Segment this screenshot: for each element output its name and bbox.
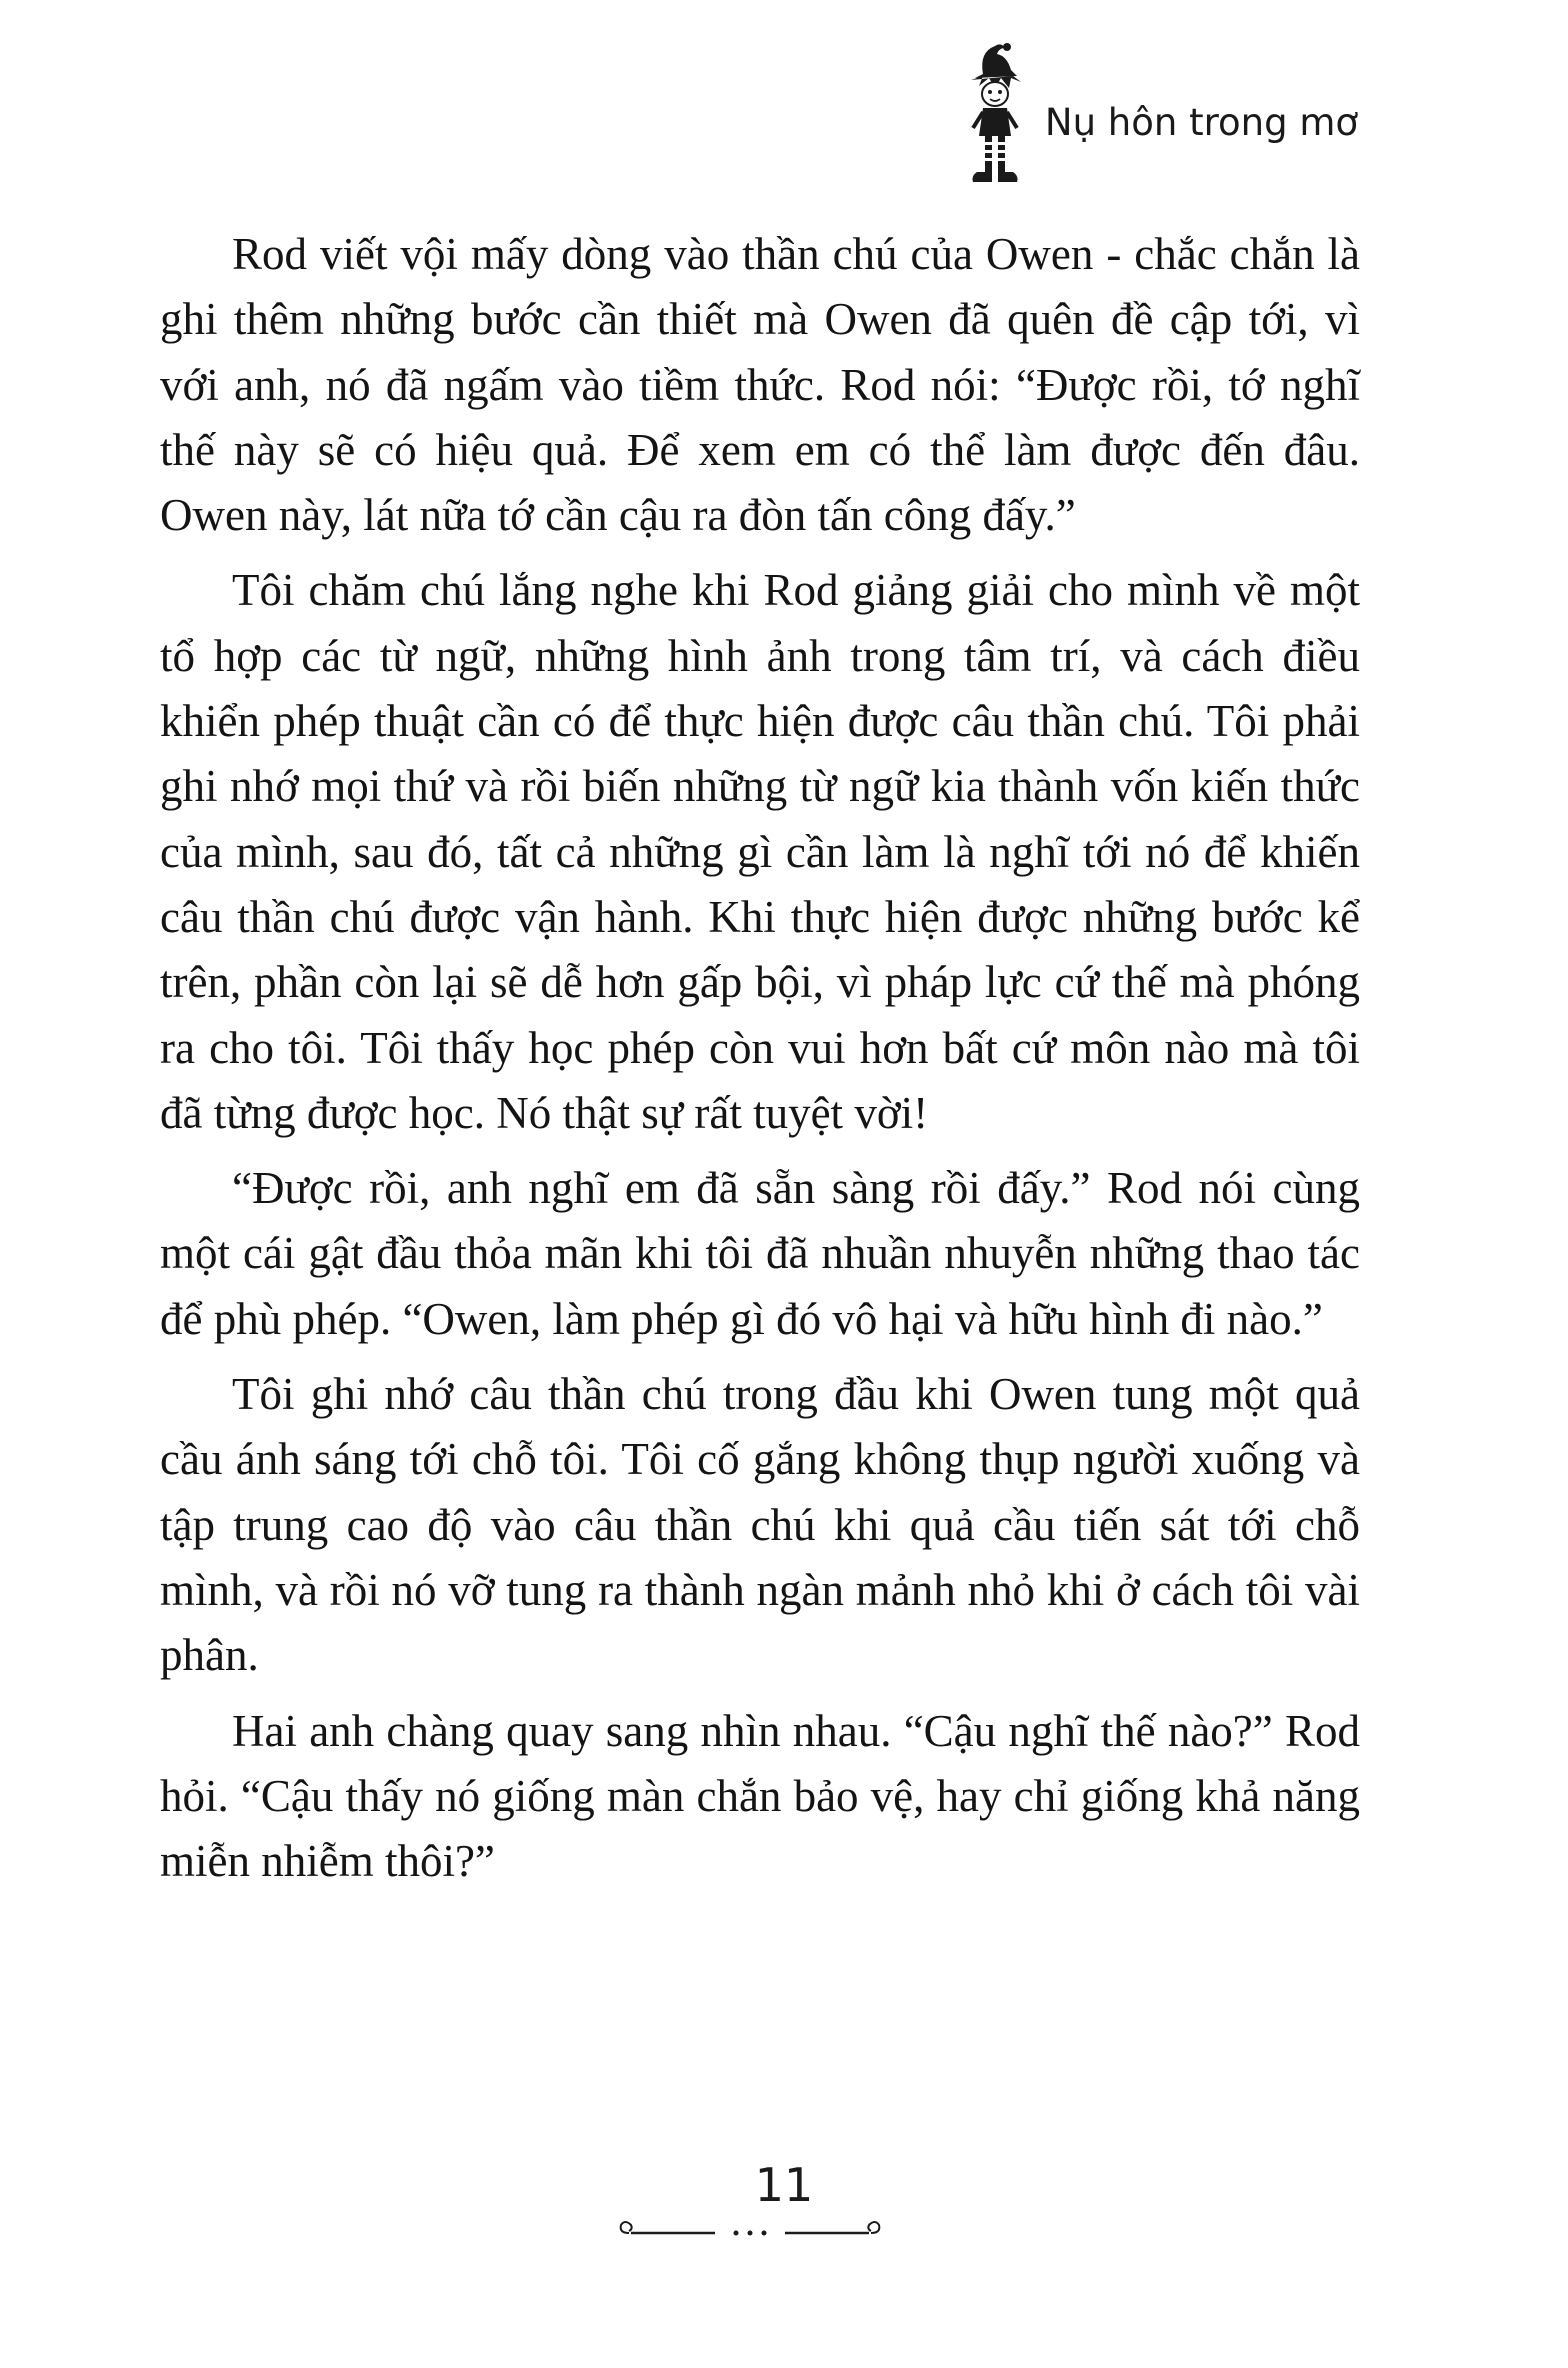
paragraph-4: Tôi ghi nhớ câu thần chú trong đầu khi Owen tung một quả cầu ánh sáng tới chỗ tôi. Tôi cố gắng không thụp người xuống và tập trung cao độ vào câu thần chú khi quả cầu tiến sát tới chỗ mình, và rồi nó vỡ tung ra thành ngàn mảnh nhỏ khi ở cách tôi vài phân. [160,1369,1360,1681]
running-header [961,36,1358,196]
book-title: Nụ hôn trong mơ [1044,100,1358,144]
page-number: 11 [754,2158,814,2212]
paragraph-1: Rod viết vội mấy dòng vào thần chú của Owen - chắc chắn là ghi thêm những bước cần thiết mà Owen đã quên đề cập tới, vì với anh, nó đã ngấm vào tiềm thức. Rod nói: “Được rồi, tớ nghĩ thế này sẽ có hiệu quả. Để xem em có thể làm được đến đâu. Owen này, lát nữa tớ cần cậu ra đòn tấn công đấy.” [160,229,1360,541]
elf-character-icon [961,36,1031,196]
paragraph-5: Hai anh chàng quay sang nhìn nhau. “Cậu nghĩ thế nào?” Rod hỏi. “Cậu thấy nó giống màn chắn bảo vệ, hay chỉ giống khả năng miễn nhiễm thôi?” [160,1705,1360,1887]
paragraph-2: Tôi chăm chú lắng nghe khi Rod giảng giải cho mình về một tổ hợp các từ ngữ, những hình ảnh trong tâm trí, và cách điều khiển phép thuật cần có để thực hiện được câu thần chú. Tôi phải ghi nhớ mọi thứ và rồi biến những từ ngữ kia thành vốn kiến thức của mình, sau đó, tất cả những gì cần làm là nghĩ tới nó để khiến câu thần chú được vận hành. Khi thực hiện được những bước kể trên, phần còn lại sẽ dễ hơn gấp bội, vì pháp lực cứ thế mà phóng ra cho tôi. Tôi thấy học phép còn vui hơn bất cứ môn nào mà tôi đã từng được học. Nó thật sự rất tuyệt vời! [160,565,1360,1138]
paragraph-3: “Được rồi, anh nghĩ em đã sẵn sàng rồi đấy.” Rod nói cùng một cái gật đầu thỏa mãn khi tôi đã nhuần nhuyễn những thao tác để phù phép. “Owen, làm phép gì đó vô hại và hữu hình đi nào.” [160,1163,1360,1344]
page-number-ornament [615,2215,885,2247]
chapter-body [160,222,1360,1904]
